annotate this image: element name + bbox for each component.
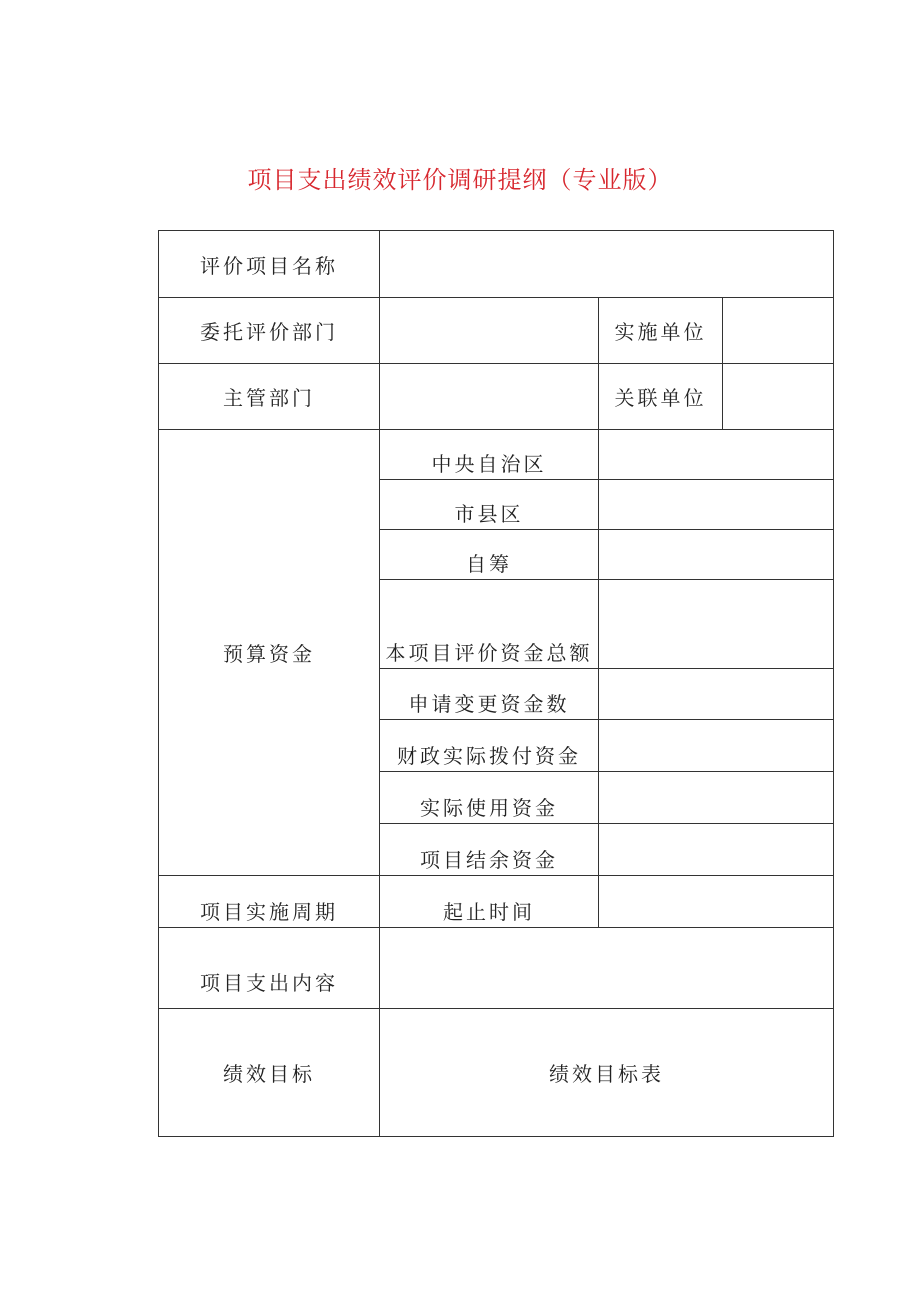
budget-item-label: 中央自治区 bbox=[380, 430, 599, 480]
row-budget-0 bbox=[159, 430, 834, 480]
budget-funds-label: 预算资金 bbox=[159, 430, 380, 876]
related-unit-field[interactable] bbox=[723, 364, 834, 430]
implementation-period-label: 项目实施周期 bbox=[159, 876, 380, 928]
start-end-time-field[interactable] bbox=[599, 876, 834, 928]
expenditure-content-label: 项目支出内容 bbox=[159, 928, 380, 1009]
page-title: 项目支出绩效评价调研提纲（专业版） bbox=[247, 166, 673, 194]
budget-item-field[interactable] bbox=[599, 480, 834, 530]
project-name-field[interactable] bbox=[380, 231, 834, 298]
budget-item-label: 财政实际拨付资金 bbox=[380, 720, 599, 772]
budget-item-field[interactable] bbox=[599, 669, 834, 720]
budget-item-label: 实际使用资金 bbox=[380, 772, 599, 824]
expenditure-content-field[interactable] bbox=[380, 928, 834, 1009]
evaluation-form-table bbox=[158, 230, 834, 1137]
project-name-label: 评价项目名称 bbox=[159, 231, 380, 298]
budget-item-field[interactable] bbox=[599, 530, 834, 580]
budget-item-field[interactable] bbox=[599, 430, 834, 480]
row-competent-dept bbox=[159, 364, 834, 430]
budget-item-label: 本项目评价资金总额 bbox=[380, 580, 599, 669]
performance-goal-table-link: 绩效目标表 bbox=[380, 1009, 834, 1137]
budget-item-field[interactable] bbox=[599, 720, 834, 772]
commissioning-dept-label: 委托评价部门 bbox=[159, 298, 380, 364]
start-end-time-label: 起止时间 bbox=[380, 876, 599, 928]
implementing-unit-label: 实施单位 bbox=[599, 298, 723, 364]
budget-item-label: 项目结余资金 bbox=[380, 824, 599, 876]
budget-item-label: 自筹 bbox=[380, 530, 599, 580]
commissioning-dept-field[interactable] bbox=[380, 298, 599, 364]
budget-item-field[interactable] bbox=[599, 772, 834, 824]
row-commissioning-dept bbox=[159, 298, 834, 364]
row-expenditure-content bbox=[159, 928, 834, 1009]
row-implementation-period bbox=[159, 876, 834, 928]
row-project-name bbox=[159, 231, 834, 298]
budget-item-label: 申请变更资金数 bbox=[380, 669, 599, 720]
performance-goal-label: 绩效目标 bbox=[159, 1009, 380, 1137]
row-performance-goal bbox=[159, 1009, 834, 1137]
competent-dept-field[interactable] bbox=[380, 364, 599, 430]
related-unit-label: 关联单位 bbox=[599, 364, 723, 430]
budget-item-label: 市县区 bbox=[380, 480, 599, 530]
budget-item-field[interactable] bbox=[599, 580, 834, 669]
budget-item-field[interactable] bbox=[599, 824, 834, 876]
implementing-unit-field[interactable] bbox=[723, 298, 834, 364]
competent-dept-label: 主管部门 bbox=[159, 364, 380, 430]
